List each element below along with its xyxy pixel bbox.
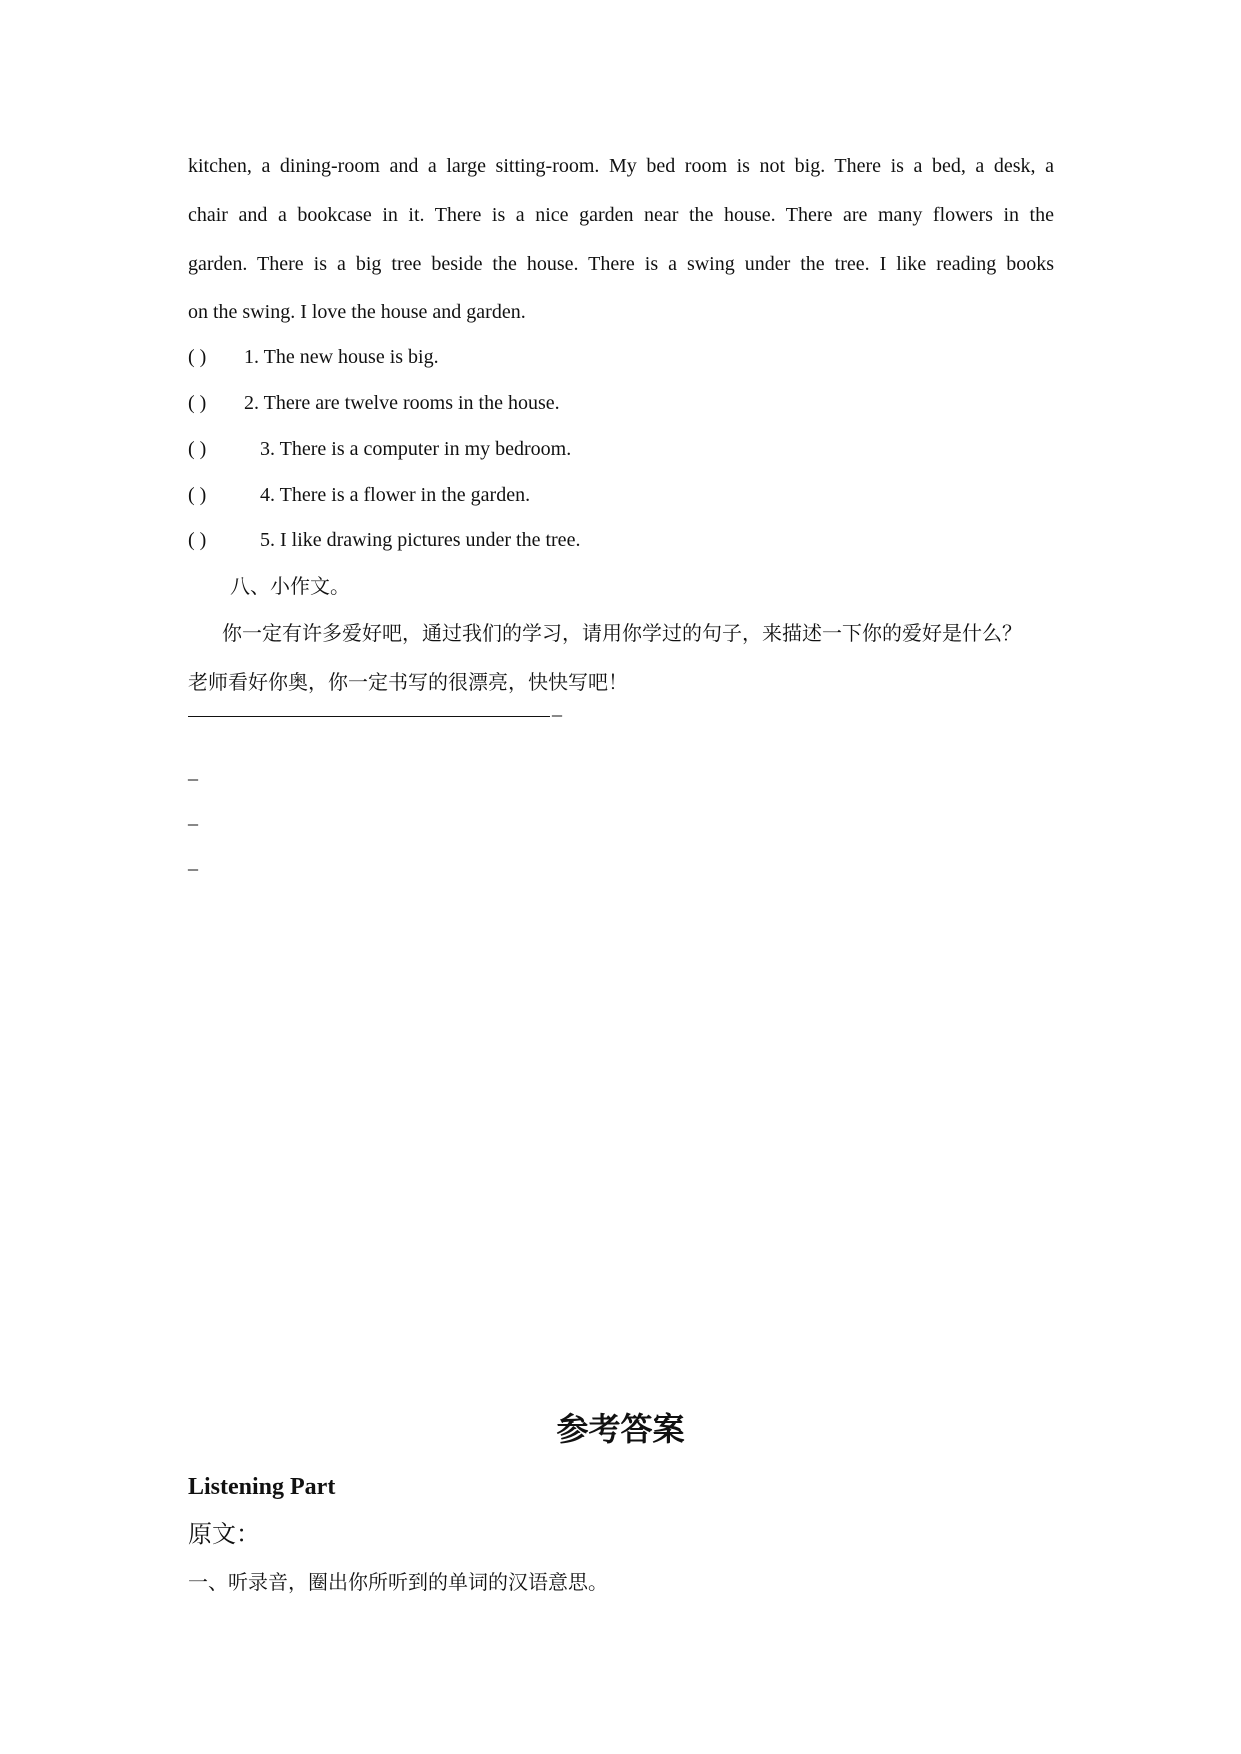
answer-blank[interactable]: ( ) [188, 346, 207, 368]
question-text: 4. There is a flower in the garden. [260, 484, 531, 506]
question-1 [188, 345, 439, 369]
writing-dash: _ [552, 697, 562, 719]
original-text-label: 原文： [188, 1520, 260, 1548]
section-8-prompt-line-1: 你一定有许多爱好吧，通过我们的学习，请用你学过的句子，来描述一下你的爱好是什么？ [222, 621, 1022, 645]
writing-dash: _ [188, 761, 198, 783]
answer-blank[interactable]: ( ) [188, 438, 207, 460]
question-2 [188, 391, 560, 415]
question-text: 3. There is a computer in my bedroom. [260, 438, 572, 460]
answer-key-title: 参考答案 [556, 1410, 685, 1448]
question-4 [188, 483, 530, 507]
question-text: 1. The new house is big. [244, 346, 439, 368]
section-8-heading: 八、小作文。 [230, 574, 350, 598]
listening-item-1: 一、听录音，圈出你所听到的单词的汉语意思。 [188, 1570, 608, 1594]
passage-line-1: kitchen, a dining-room and a large sitting-room. My bed room is not big. There is a bed, a desk, a [188, 155, 1054, 177]
question-3 [188, 437, 571, 461]
writing-dash: _ [188, 851, 198, 873]
passage-line-4: on the swing. I love the house and garden. [188, 301, 526, 323]
question-5 [188, 528, 580, 552]
passage-line-3: garden. There is a big tree beside the house. There is a swing under the tree. I like reading books [188, 253, 1054, 275]
section-8-prompt-line-2: 老师看好你奥，你一定书写的很漂亮，快快写吧！ [188, 670, 628, 694]
listening-part-heading: Listening Part [188, 1474, 336, 1500]
writing-dash: _ [188, 806, 198, 828]
answer-blank[interactable]: ( ) [188, 392, 207, 414]
answer-blank[interactable]: ( ) [188, 529, 207, 551]
question-text: 2. There are twelve rooms in the house. [244, 392, 560, 414]
passage-line-2: chair and a bookcase in it. There is a nice garden near the house. There are many flowers in the [188, 204, 1054, 226]
writing-line[interactable] [188, 716, 550, 717]
question-text: 5. I like drawing pictures under the tree. [260, 529, 581, 551]
answer-blank[interactable]: ( ) [188, 484, 207, 506]
